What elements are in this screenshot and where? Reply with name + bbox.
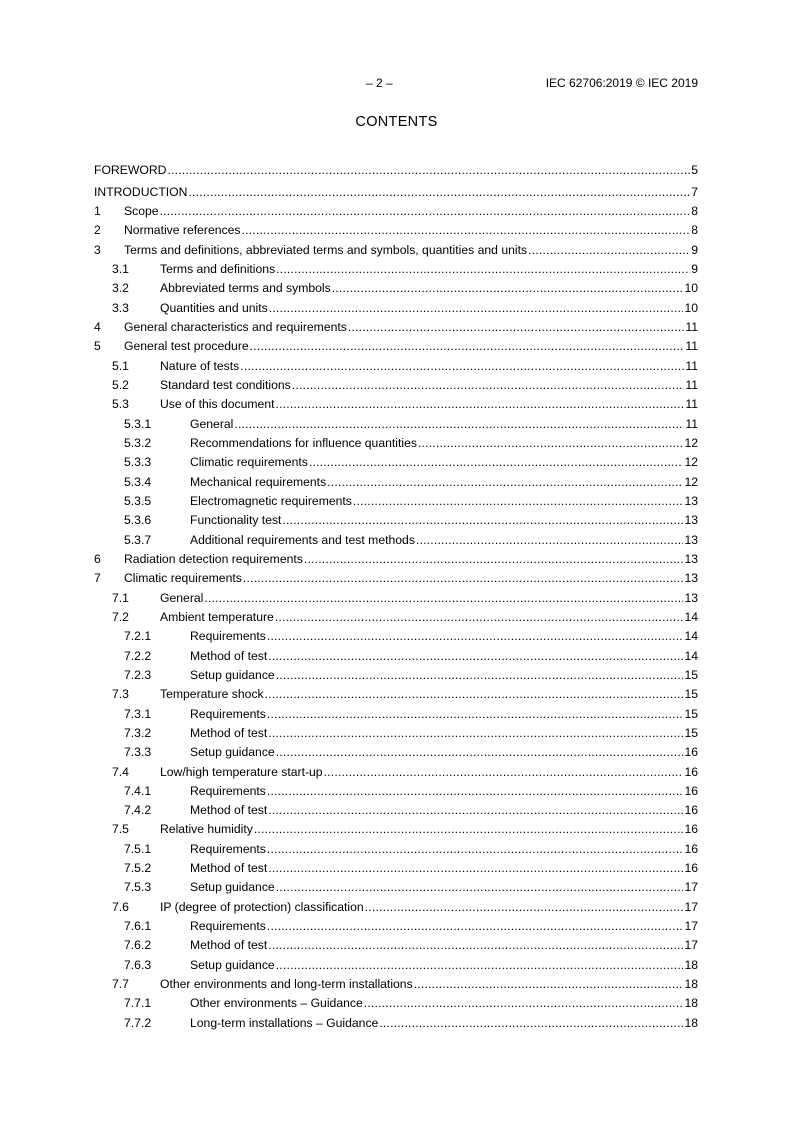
toc-entry-page: 12 (684, 474, 698, 489)
toc-entry-page: 9 (691, 242, 698, 257)
toc-entry-number: 5.3.2 (124, 435, 152, 450)
toc-entry-label: Other environments – Guidance (190, 996, 363, 1011)
toc-entry-label: Method of test (190, 803, 268, 818)
toc-entry-number: 7.1 (112, 590, 129, 605)
toc-entry-label: Additional requirements and test methods (190, 532, 415, 547)
toc-entry-label: Long-term installations – Guidance (190, 1015, 379, 1030)
toc-entry[interactable] (94, 317, 698, 336)
toc-entry-line (94, 919, 698, 935)
toc-entry[interactable] (94, 723, 698, 742)
toc-entry-label: Requirements (190, 919, 266, 934)
dot-leader (167, 163, 690, 177)
toc-entry-number: 7.4.1 (124, 783, 152, 798)
toc-entry[interactable] (94, 336, 698, 355)
toc-entry-line (94, 494, 698, 510)
toc-entry-page: 16 (684, 745, 698, 760)
toc-entry-number: 4 (94, 319, 101, 334)
document-reference: IEC 62706:2019 © IEC 2019 (545, 76, 698, 90)
toc-entry-number: 7.2.2 (124, 648, 152, 663)
toc-entry-page: 13 (684, 551, 698, 566)
dot-leader (379, 1016, 683, 1030)
dot-leader (416, 533, 684, 547)
toc-entry-number: 7.6 (112, 899, 129, 914)
toc-entry-number: 7.2.3 (124, 667, 152, 682)
toc-entry-line (94, 281, 698, 297)
toc-entry-page: 11 (685, 319, 698, 334)
dot-leader (327, 475, 683, 489)
toc-entry[interactable] (94, 471, 698, 490)
toc-entry-line (94, 668, 698, 684)
toc-entry-label: Mechanical requirements (190, 474, 327, 489)
toc-entry-line (94, 726, 698, 742)
toc-entry-line (94, 707, 698, 723)
toc-entry-label: General (190, 416, 234, 431)
toc-entry-label: Use of this document (160, 397, 275, 412)
toc-entry-line (94, 687, 698, 703)
dot-leader (204, 591, 683, 605)
toc-entry-line (94, 938, 698, 954)
toc-entry-page: 16 (684, 822, 698, 837)
dot-leader (188, 185, 690, 199)
toc-entry-label: Method of test (190, 938, 268, 953)
toc-entry-page: 9 (691, 261, 698, 276)
toc-entry-line (94, 861, 698, 877)
toc-entry-page: 11 (685, 339, 698, 354)
toc-entry-line (94, 900, 698, 916)
dot-leader (292, 378, 685, 392)
toc-entry-number: 7.6.3 (124, 957, 152, 972)
toc-entry[interactable] (94, 201, 698, 220)
dot-leader (268, 938, 683, 952)
dot-leader (268, 803, 683, 817)
toc-entry-line (94, 765, 698, 781)
toc-entry-label: General characteristics and requirements (124, 319, 347, 334)
toc-entry-line (94, 513, 698, 529)
dot-leader (276, 958, 684, 972)
toc-entry-number: 3 (94, 242, 101, 257)
dot-leader (276, 745, 684, 759)
toc-entry-page: 10 (684, 300, 698, 315)
dot-leader (250, 339, 685, 353)
toc-entry-page: 14 (684, 609, 698, 624)
dot-leader (275, 397, 684, 411)
dot-leader (265, 687, 684, 701)
toc-entry-number: 7.7 (112, 977, 129, 992)
dot-leader (243, 571, 684, 585)
toc-entry-page: 11 (685, 377, 698, 392)
toc-entry-page: 13 (684, 493, 698, 508)
toc-entry-label: Functionality test (190, 513, 282, 528)
toc-entry-number: 7.5.3 (124, 880, 152, 895)
toc-entry-line (94, 591, 698, 607)
toc-entry-label: Method of test (190, 861, 268, 876)
toc-entry-number: 7.6.1 (124, 919, 152, 934)
toc-entry-line (94, 610, 698, 626)
toc-entry-label: Radiation detection requirements (124, 551, 303, 566)
toc-entry-line (94, 822, 698, 838)
page-title: CONTENTS (355, 114, 438, 130)
toc-entry-page: 8 (691, 223, 698, 238)
dot-leader (276, 262, 690, 276)
toc-entry-number: 7.3.3 (124, 745, 152, 760)
dot-leader (275, 610, 684, 624)
toc-entry[interactable] (94, 452, 698, 471)
dot-leader (332, 281, 684, 295)
toc-entry-line (94, 977, 698, 993)
dot-leader (268, 649, 683, 663)
toc-entry-number: 5.3.6 (124, 513, 152, 528)
toc-entry-number: 7.3.1 (124, 706, 152, 721)
dot-leader (324, 765, 684, 779)
table-of-contents (94, 157, 698, 1032)
toc-entry[interactable] (94, 916, 698, 935)
toc-entry[interactable] (94, 259, 698, 278)
toc-entry[interactable] (94, 491, 698, 510)
toc-entry-label: Requirements (190, 706, 266, 721)
toc-entry-label: Relative humidity (160, 822, 253, 837)
dot-leader (267, 784, 684, 798)
toc-entry[interactable] (94, 278, 698, 297)
toc-entry[interactable] (94, 742, 698, 761)
toc-entry-number: 7.3 (112, 687, 129, 702)
toc-entry-line (94, 359, 698, 375)
dot-leader (282, 513, 683, 527)
dot-leader (418, 436, 683, 450)
toc-entry[interactable] (94, 800, 698, 819)
toc-entry-number: 5 (94, 339, 101, 354)
toc-entry-page: 15 (684, 706, 698, 721)
toc-entry-label: Requirements (190, 841, 266, 856)
toc-entry[interactable] (94, 160, 698, 179)
toc-entry-line (94, 262, 698, 278)
toc-entry-number: 5.3.3 (124, 455, 152, 470)
toc-entry-label: Ambient temperature (160, 609, 274, 624)
toc-entry[interactable] (94, 935, 698, 954)
toc-entry-line (94, 533, 698, 549)
toc-entry-label: General test procedure (124, 339, 249, 354)
toc-entry-label: Setup guidance (190, 880, 275, 895)
toc-entry-page: 11 (685, 416, 698, 431)
toc-entry-label: Terms and definitions, abbreviated terms and symbols, quantities and units (124, 242, 528, 257)
toc-entry[interactable] (94, 781, 698, 800)
toc-entry-page: 16 (684, 841, 698, 856)
toc-entry-page: 13 (684, 532, 698, 547)
toc-entry-number: 5.1 (112, 358, 129, 373)
toc-entry-line (94, 880, 698, 896)
toc-entry-page: 7 (691, 184, 698, 199)
toc-entry-number: 3.3 (112, 300, 129, 315)
dot-leader (353, 494, 684, 508)
dot-leader (267, 707, 684, 721)
dot-leader (364, 996, 684, 1010)
dot-leader (348, 320, 684, 334)
toc-entry[interactable] (94, 587, 698, 606)
toc-entry-page: 17 (684, 938, 698, 953)
toc-entry-page: 12 (684, 455, 698, 470)
toc-entry[interactable] (94, 626, 698, 645)
dot-leader (268, 726, 683, 740)
toc-entry[interactable] (94, 568, 698, 587)
toc-entry-number: 7.7.1 (124, 996, 152, 1011)
dot-leader (267, 629, 684, 643)
toc-entry-line (94, 397, 698, 413)
toc-entry-number: 6 (94, 551, 101, 566)
toc-entry[interactable] (94, 993, 698, 1012)
toc-entry-label: Electromagnetic requirements (190, 493, 352, 508)
dot-leader (276, 880, 684, 894)
toc-entry-line (94, 958, 698, 974)
toc-entry-page: 8 (691, 203, 698, 218)
toc-entry-page: 14 (684, 629, 698, 644)
toc-entry-label: Quantities and units (160, 300, 268, 315)
toc-entry-label: Other environments and long-term installations (160, 977, 413, 992)
toc-entry-number: 5.3.1 (124, 416, 152, 431)
toc-entry-line (94, 339, 698, 355)
toc-entry[interactable] (94, 607, 698, 626)
toc-entry-line (94, 455, 698, 471)
toc-entry-number: 5.3.4 (124, 474, 152, 489)
toc-entry-label: Climatic requirements (190, 455, 308, 470)
toc-entry-label: INTRODUCTION (94, 184, 188, 199)
toc-entry-label: Requirements (190, 783, 266, 798)
toc-entry[interactable] (94, 954, 698, 973)
dot-leader (268, 861, 683, 875)
toc-entry-label: Low/high temperature start-up (160, 764, 323, 779)
toc-entry[interactable] (94, 394, 698, 413)
toc-entry[interactable] (94, 181, 698, 200)
toc-entry[interactable] (94, 413, 698, 432)
toc-entry[interactable] (94, 761, 698, 780)
toc-entry[interactable] (94, 239, 698, 258)
toc-entry-line (94, 163, 698, 179)
dot-leader (269, 301, 684, 315)
toc-entry-line (94, 842, 698, 858)
toc-entry-number: 7.5.2 (124, 861, 152, 876)
toc-entry-line (94, 378, 698, 394)
toc-entry-page: 11 (685, 397, 698, 412)
page-header (94, 76, 698, 92)
toc-entry-line (94, 803, 698, 819)
toc-entry-page: 13 (684, 590, 698, 605)
toc-entry-number: 7.2 (112, 609, 129, 624)
toc-entry-label: Climatic requirements (124, 571, 242, 586)
toc-entry-page: 16 (684, 783, 698, 798)
dot-leader (309, 455, 684, 469)
toc-entry[interactable] (94, 645, 698, 664)
toc-entry-number: 7.4.2 (124, 803, 152, 818)
toc-entry[interactable] (94, 665, 698, 684)
toc-entry-line (94, 243, 698, 259)
dot-leader (304, 552, 684, 566)
toc-entry-line (94, 185, 698, 201)
toc-entry[interactable] (94, 549, 698, 568)
dot-leader (414, 977, 684, 991)
toc-entry-page: 14 (684, 648, 698, 663)
toc-entry-number: 7.5 (112, 822, 129, 837)
toc-entry[interactable] (94, 355, 698, 374)
toc-entry[interactable] (94, 877, 698, 896)
toc-entry-label: Recommendations for influence quantities (190, 435, 417, 450)
toc-entry[interactable] (94, 858, 698, 877)
toc-entry-line (94, 436, 698, 452)
toc-entry-label: Temperature shock (160, 687, 264, 702)
page-number: – 2 – (366, 76, 393, 90)
toc-entry[interactable] (94, 297, 698, 316)
toc-entry-number: 7.5.1 (124, 841, 152, 856)
toc-entry-label: Abbreviated terms and symbols (160, 281, 331, 296)
toc-entry-label: Requirements (190, 629, 266, 644)
toc-entry-number: 3.2 (112, 281, 129, 296)
toc-entry-label: Terms and definitions (160, 261, 276, 276)
toc-entry[interactable] (94, 433, 698, 452)
toc-entry-line (94, 301, 698, 317)
toc-entry-line (94, 649, 698, 665)
toc-entry-number: 3.1 (112, 261, 129, 276)
toc-entry[interactable] (94, 703, 698, 722)
toc-entry-label: Setup guidance (190, 745, 275, 760)
toc-entry-page: 10 (684, 281, 698, 296)
toc-entry-label: Standard test conditions (160, 377, 291, 392)
toc-entry[interactable] (94, 684, 698, 703)
toc-entry-label: Nature of tests (160, 358, 240, 373)
dot-leader (528, 243, 690, 257)
toc-entry[interactable] (94, 510, 698, 529)
dot-leader (254, 822, 684, 836)
dot-leader (267, 842, 684, 856)
toc-entry-line (94, 223, 698, 239)
toc-entry-page: 5 (691, 162, 698, 177)
toc-entry-label: General (160, 590, 204, 605)
toc-entry-line (94, 996, 698, 1012)
toc-entry-number: 7.2.1 (124, 629, 152, 644)
toc-entry-line (94, 1016, 698, 1032)
toc-entry-page: 11 (685, 358, 698, 373)
toc-entry-label: Setup guidance (190, 957, 275, 972)
toc-entry-number: 7.3.2 (124, 725, 152, 740)
toc-entry-label: Method of test (190, 725, 268, 740)
toc-entry-page: 18 (684, 977, 698, 992)
toc-entry-page: 17 (684, 880, 698, 895)
dot-leader (276, 668, 684, 682)
toc-entry-page: 16 (684, 861, 698, 876)
toc-entry-label: FOREWORD (94, 162, 167, 177)
toc-entry-line (94, 745, 698, 761)
toc-entry-page: 13 (684, 513, 698, 528)
toc-entry-label: IP (degree of protection) classification (160, 899, 364, 914)
toc-entry-number: 7.4 (112, 764, 129, 779)
toc-entry-line (94, 320, 698, 336)
toc-entry-page: 12 (684, 435, 698, 450)
toc-entry-page: 18 (684, 957, 698, 972)
toc-entry-page: 15 (684, 725, 698, 740)
toc-entry-line (94, 571, 698, 587)
toc-entry-line (94, 204, 698, 220)
toc-entry-line (94, 784, 698, 800)
dot-leader (242, 223, 691, 237)
toc-entry-number: 5.3 (112, 397, 129, 412)
toc-entry-number: 7.6.2 (124, 938, 152, 953)
toc-entry-label: Setup guidance (190, 667, 275, 682)
toc-entry-label: Method of test (190, 648, 268, 663)
toc-entry-page: 16 (684, 803, 698, 818)
toc-entry-page: 16 (684, 764, 698, 779)
toc-entry-page: 15 (684, 667, 698, 682)
toc-entry-page: 17 (684, 899, 698, 914)
toc-entry-page: 13 (684, 571, 698, 586)
toc-entry-number: 2 (94, 223, 101, 238)
toc-entry[interactable] (94, 819, 698, 838)
toc-entry-line (94, 629, 698, 645)
dot-leader (234, 417, 684, 431)
toc-entry-line (94, 417, 698, 433)
toc-entry[interactable] (94, 974, 698, 993)
toc-entry-page: 17 (684, 919, 698, 934)
toc-entry-number: 1 (94, 203, 101, 218)
toc-entry-page: 15 (684, 687, 698, 702)
toc-entry-label: Scope (124, 203, 159, 218)
toc-entry[interactable] (94, 896, 698, 915)
toc-entry-number: 5.3.5 (124, 493, 152, 508)
dot-leader (160, 204, 691, 218)
toc-entry[interactable] (94, 220, 698, 239)
dot-leader (267, 919, 684, 933)
toc-entry-number: 7 (94, 571, 101, 586)
toc-entry[interactable] (94, 375, 698, 394)
toc-entry-line (94, 475, 698, 491)
toc-entry-number: 5.2 (112, 377, 129, 392)
toc-entry-label: Normative references (124, 223, 241, 238)
toc-entry-page: 18 (684, 996, 698, 1011)
toc-entry-number: 7.7.2 (124, 1015, 152, 1030)
toc-entry[interactable] (94, 1012, 698, 1031)
toc-entry[interactable] (94, 529, 698, 548)
toc-entry-number: 5.3.7 (124, 532, 152, 547)
toc-entry-line (94, 552, 698, 568)
dot-leader (365, 900, 684, 914)
toc-entry-page: 18 (684, 1015, 698, 1030)
toc-entry[interactable] (94, 838, 698, 857)
dot-leader (240, 359, 684, 373)
